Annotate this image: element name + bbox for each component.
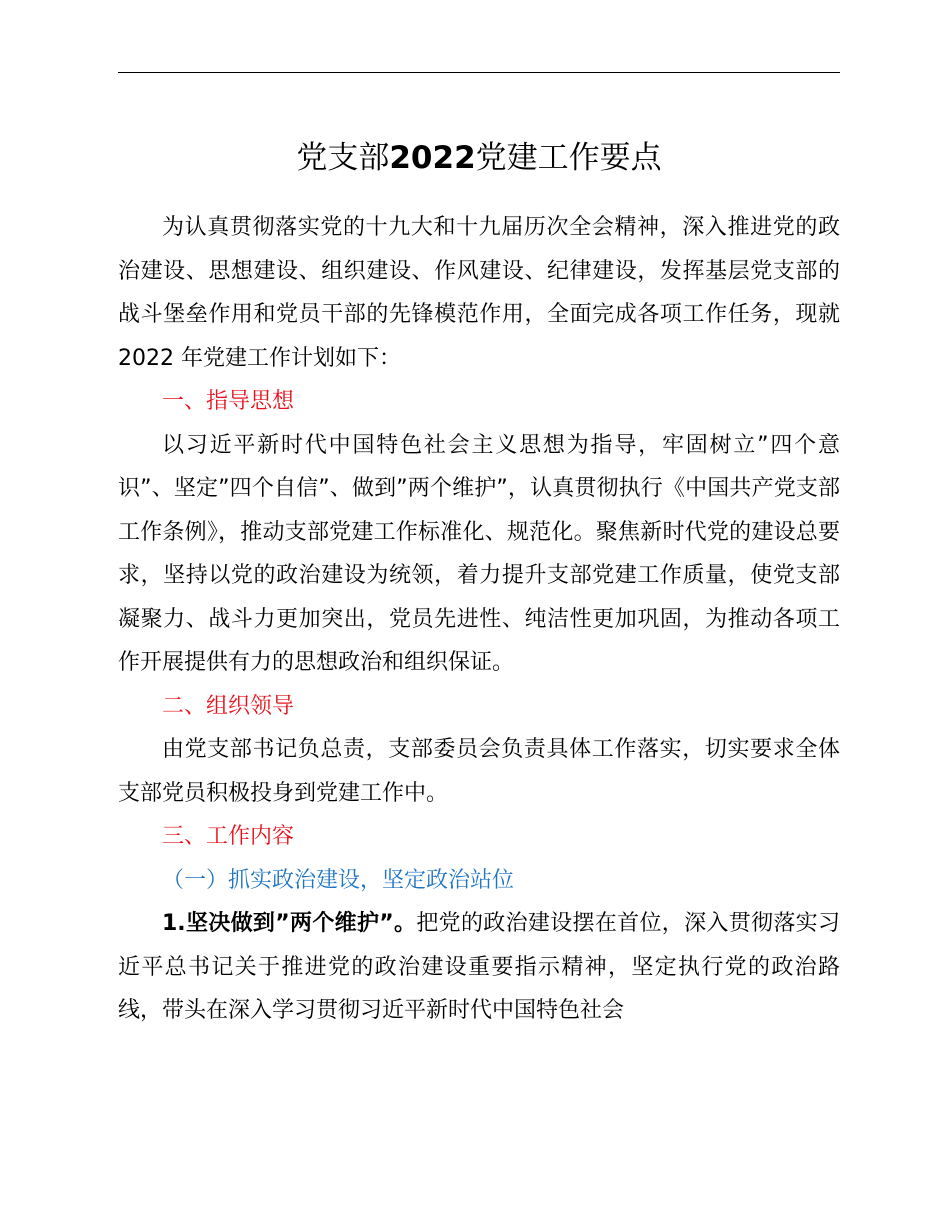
item-paragraph-two-safeguards xyxy=(118,902,840,1033)
item-body: 把党的政治建设摆在首位，深入贯彻落实习近平总书记关于推进党的政治建设重要指示精神，坚定执行党的政治路线，带头在深入学习贯彻习近平新时代中国特色社会 xyxy=(118,911,840,1023)
document-body xyxy=(118,206,840,1033)
item-lead: 1.坚决做到”两个维护”。 xyxy=(162,911,417,936)
title-prefix: 党支部 xyxy=(296,140,390,176)
section-heading-organization-leadership: 二、组织领导 xyxy=(162,693,295,719)
subsection-heading-political-building: （一）抓实政治建设，坚定政治站位 xyxy=(162,867,515,893)
intro-paragraph: 为认真贯彻落实党的十九大和十九届历次全会精神，深入推进党的政治建设、思想建设、组织建设、作风建设、纪律建设，发挥基层党支部的战斗堡垒作用和党员干部的先锋模范作用，全面完成各项工作任务，现就 2022 年党建工作计划如下： xyxy=(118,215,840,371)
section-paragraph-organization-leadership: 由党支部书记负总责，支部委员会负责具体工作落实，切实要求全体支部党员积极投身到党建工作中。 xyxy=(118,737,840,806)
page-title xyxy=(118,130,840,186)
section-heading-guiding-ideology: 一、指导思想 xyxy=(162,389,295,414)
section-paragraph-guiding-ideology: 以习近平新时代中国特色社会主义思想为指导，牢固树立”四个意识”、坚定”四个自信”、做到”两个维护”，认真贯彻执行《中国共产党支部工作条例》，推动支部党建工作标准化、规范化。聚焦新时代党的建设总要求，坚持以党的政治建设为统领，着力提升支部党建工作质量，使党支部凝聚力、战斗力更加突出，党员先进性、纯洁性更加巩固，为推动各项工作开展提供有力的思想政治和组织保证。 xyxy=(118,432,840,675)
header-rule xyxy=(118,72,840,73)
title-year: 2022 xyxy=(389,140,476,176)
section-heading-work-content: 三、工作内容 xyxy=(162,824,295,849)
title-suffix: 党建工作要点 xyxy=(475,140,662,176)
